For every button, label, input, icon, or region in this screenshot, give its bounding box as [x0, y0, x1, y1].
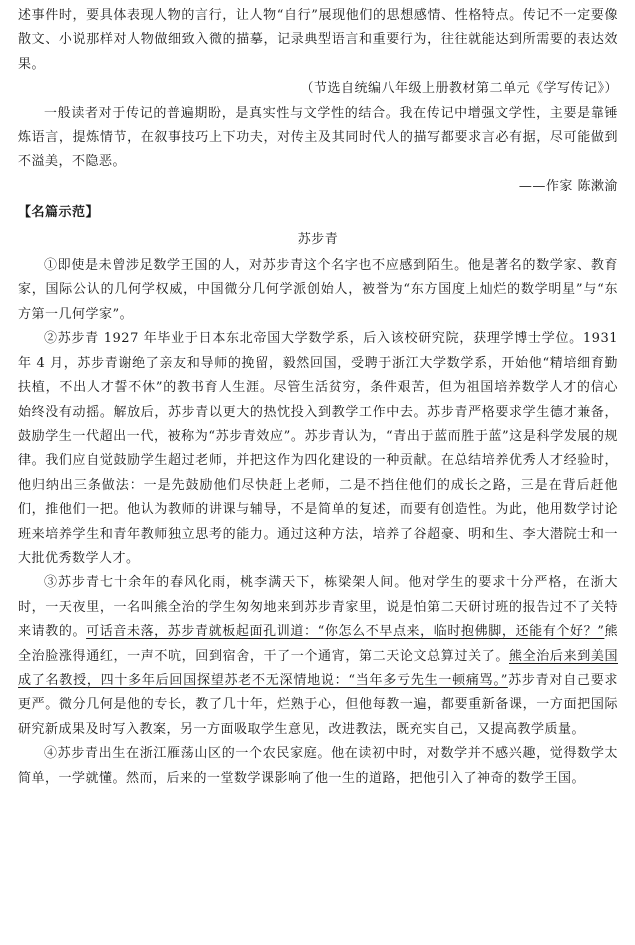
- section-label: 【名篇示范】: [18, 205, 100, 221]
- article-paragraph-2: ②苏步青 1927 年毕业于日本东北帝国大学数学系，后入该校研究院，获理学博士学位。1931 年 4 月，苏步青谢绝了亲友和导师的挽留，毅然回国，受聘于浙江大学数学系，开始他“精培细育勤扶植，不出人才誓不休”的教书育人生涯。尽管生活贫穷，条件艰苦，但为祖国培养数学人才的信心始终没有动摇。解放后，苏步青以更大的热忱投入到教学工作中去。苏步青严格要求学生德才兼备，鼓励学生一代超出一代，被称为“苏步青效应”。苏步青认为，“青出于蓝而胜于蓝”这是科学发展的规律。我们应自觉鼓励学生超过老师，并把这作为四化建设的一种贡献。在总结培养优秀人才经验时，他归纳出三条做法：一是先鼓励他们尽快赶上老师，二是不挡住他们的成长之路，三是在背后赶他们，推他们一把。他认为教师的讲课与辅导，不是简单的复述，而要有创造性。为此，他用数学讨论班来培养学生和青年教师独立思考的能力。通过这种方法，培养了谷超豪、明和生、李大潜院士和一大批优秀数学人才。: [18, 331, 618, 566]
- article-paragraph-1: ①即使是未曾涉足数学王国的人，对苏步青这个名字也不应感到陌生。他是著名的数学家、教育家，国际公认的几何学权威，中国微分几何学派创始人，被誉为“东方国度上灿烂的数学明星”与“东方第一几何学家”。: [18, 258, 618, 322]
- quote-author: ——作家 陈漱渝: [518, 178, 618, 194]
- paragraph-3-text-c: 苏步青对自己要求更严。微分几何是他的专长，教了几十年，烂熟于心，但他每教一遍，都要重新备课，一方面把国际研究新成果及时写入教案，另一方面吸取学生意见，改进教法，既充实自己，又提高教学质量。: [18, 672, 618, 737]
- article-paragraph-3: [18, 571, 618, 742]
- intro-source: （节选自统编八年级上册教材第二单元《学写传记》）: [300, 81, 618, 97]
- article-paragraph-4: ④苏步青出生在浙江雁荡山区的一个农民家庭。他在读初中时，对数学并不感兴趣，觉得数学太简单，一学就懂。然而，后来的一堂数学课影响了他一生的道路，把他引入了神奇的数学王国。: [18, 746, 618, 786]
- paragraph-3-text-a: ③苏步青七十余年的春风化雨，桃李满天下，栋梁架人间。他对学生的要求十分严格，在浙大时，一天夜里，一名叫熊全治的学生匆匆地来到苏步青家里，说是怕第二天研讨班的报告过不了关特来请教的。: [18, 575, 618, 640]
- article-title: 苏步青: [297, 231, 339, 247]
- intro-paragraph: 述事件时，要具体表现人物的言行，让人物“自行”展现他们的思想感情、性格特点。传记不一定要像散文、小说那样对人物做细致入微的描摹，记录典型语言和重要行为，往往就能达到所需要的表达效果。: [18, 8, 618, 72]
- paragraph-3-text-b: 熊全治脸涨得通红，一声不吭，回到宿舍，干了一个通宵，第二天论文总算过关了。: [18, 624, 618, 664]
- underlined-sentence-2: 熊全治后来到美国成了名教授，四十多年后回国探望苏老不无深情地说：“当年多亏先生一顿痛骂。”: [18, 648, 618, 688]
- underlined-sentence-1: 可话音未落，苏步青就板起面孔训道：“你怎么不早点来，临时抱佛脚，还能有个好？”: [86, 624, 605, 640]
- quote-paragraph: 一般读者对于传记的普遍期盼，是真实性与文学性的结合。我在传记中增强文学性，主要是靠锤炼语言，提炼情节，在叙事技巧上下功夫，对传主及其同时代人的描写都要求言必有据，尽可能做到不溢美，不隐恶。: [18, 105, 618, 170]
- document-page: [18, 4, 618, 791]
